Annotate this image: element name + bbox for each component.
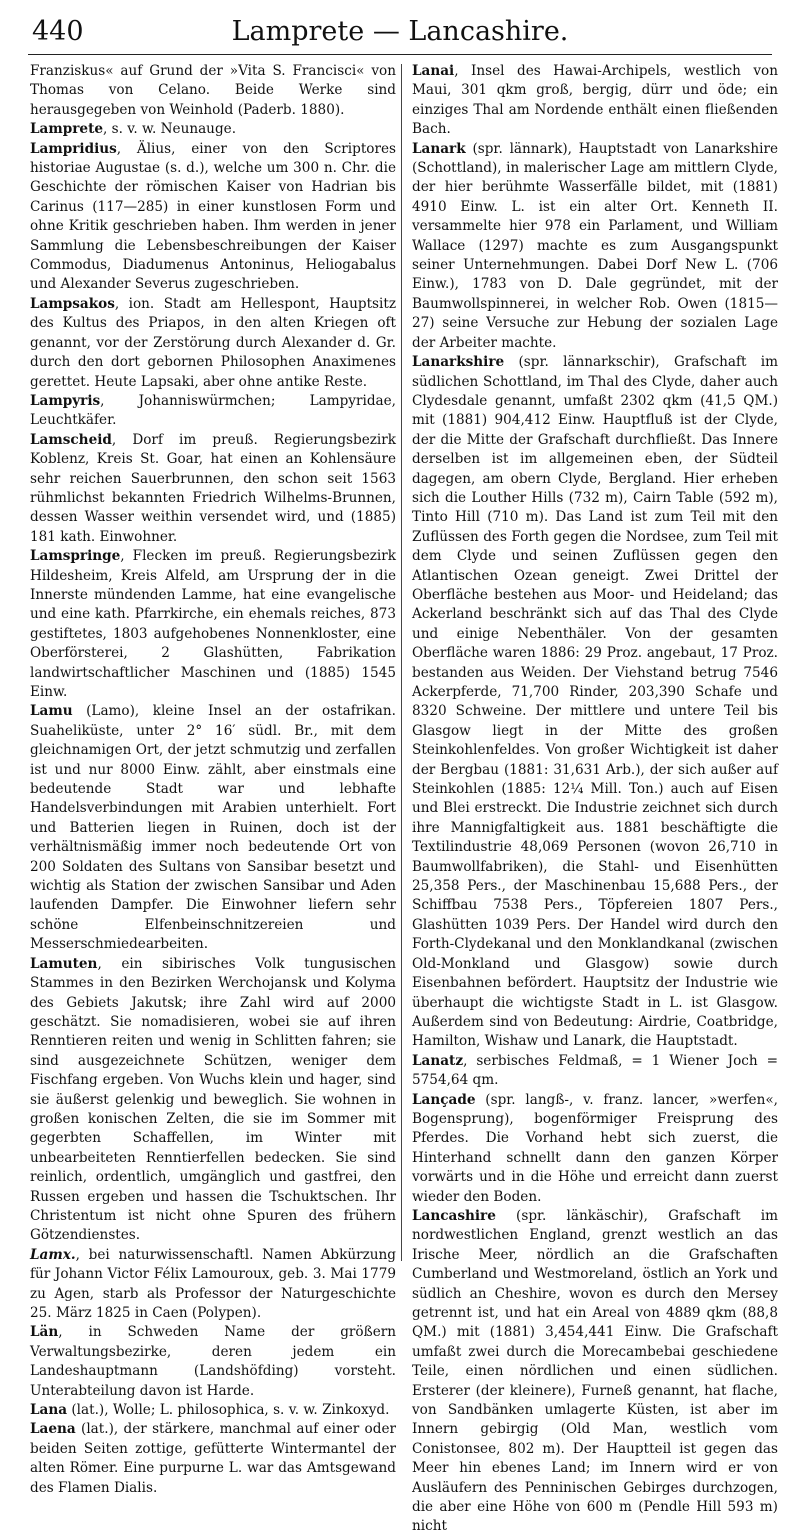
entry-headword: Län: [30, 1324, 59, 1341]
entry-text: , in Schweden Name der größern Verwaltungsbezirke, deren jedem ein Landeshauptmann (Landshöfding) vorsteht. Unterabteilung davon ist Harde.: [30, 1324, 396, 1399]
entry-text: (spr. langß-, v. franz. lancer, »werfen«, Bogensprung), bogenförmiger Freisprung des Pferdes. Die Vorhand hebt sich zuerst, die Hinterhand schnellt dann den ganzen Körper vorwärts und in die Höhe und erreicht dann zuerst wieder den Boden.: [412, 1091, 778, 1205]
entry-headword: Lançade: [412, 1091, 476, 1108]
entry-headword: Lanatz: [412, 1052, 464, 1069]
dictionary-entry: [412, 62, 778, 140]
entry-text: (spr. lännarkschir), Grafschaft im südlichen Schottland, im Thal des Clyde, daher auch Clydesdale genannt, umfaßt 2302 qkm (41,5 QM.) mit (1881) 904,412 Einw. Hauptfluß ist der Clyde, der die Mitte der Grafschaft durchfließt. Das Innere derselben ist im allgemeinen eben, der Südteil dagegen, am obern Clyde, Bergland. Hier erheben sich die Louther Hills (732 m), Cairn Table (592 m), Tinto Hill (710 m). Das Land ist zum Teil mit den Zuflüssen des Forth gegen die Nordsee, zum Teil mit dem Clyde und seinen Zuflüssen gegen den Atlantischen Ozean geneigt. Zwei Drittel der Oberfläche bestehen aus Moor- und Heideland; das Ackerland beschränkt sich auf das Thal des Clyde und einige Nebenthäler. Von der gesamten Oberfläche waren 1886: 29 Proz. angebaut, 17 Proz. bestanden aus Weiden. Der Viehstand betrug 7546 Ackerpferde, 71,700 Rinder, 203,390 Schafe und 8320 Schweine. Der mittlere und untere Teil bis Glasgow liegt in der Mitte des großen Steinkohlenfeldes. Von großer Wichtigkeit ist daher der Bergbau (1881: 31,631 Arb.), der sich außer auf Steinkohlen (1885: 12¼ Mill. Ton.) auch auf Eisen und Blei erstreckt. Die Industrie zeichnet sich durch ihre Mannigfaltigkeit aus. 1881 beschäftigte die Textilindustrie 48,069 Personen (wovon 26,710 in Baumwollfabriken), die Stahl- und Eisenhütten 25,358 Pers., der Maschinenbau 15,688 Pers., der Schiffbau 7538 Pers., Töpfereien 1807 Pers., Glashütten 1039 Pers. Der Handel wird durch den Forth-Clydekanal und den Monklandkanal (zwischen Old-Monkland und Glasgow) sowie durch Eisenbahnen befördert. Hauptsitz der Industrie wie überhaupt die wichtigste Stadt in L. ist Glasgow. Außerdem sind von Bedeutung: Airdrie, Coatbridge, Hamilton, Wishaw und Lanark, die Hauptstadt.: [412, 354, 778, 1050]
entry-text: (spr. lännark), Hauptstadt von Lanarkshire (Schottland), in malerischer Lage am mittlern Clyde, der hier berühmte Wasserfälle bildet, mit (1881) 4910 Einw. L. ist ein alter Ort. Kenneth II. versammelte hier 978 ein Parlament, und William Wallace (1297) machte es zum Ausgangspunkt seiner Unternehmungen. Dabei Dorf New L. (706 Einw.), 1783 von D. Dale gegründet, mit der Baumwollspinnerei, in welcher Rob. Owen (1815—27) seine Versuche zur Hebung der sozialen Lage der Arbeiter machte.: [412, 140, 778, 351]
entry-text: (lat.), der stärkere, manchmal auf einer oder beiden Seiten zottige, gefütterte Wintermantel der alten Römer. Eine purpurne L. war das Amtsgewand des Flamen Dialis.: [30, 1421, 396, 1496]
entry-text: (spr. länkäschir), Grafschaft im nordwestlichen England, grenzt westlich an das Irische Meer, nördlich an die Grafschaften Cumberland und Westmoreland, östlich an York und südlich an Cheshire, wovon es durch den Mersey getrennt ist, und hat ein Areal von 4889 qkm (88,8 QM.) mit (1881) 3,454,441 Einw. Die Grafschaft umfaßt zwei durch die Morecambebai geschiedene Teile, einen nördlichen und einen südlichen. Ersterer (der kleinere), Furneß genannt, hat flache, von Sandbänken umlagerte Küsten, ist aber im Innern gebirgig (Old Man, westlich vom Conistonsee, 802 m). Der Hauptteil ist gegen das Meer hin ebenes Land; im Innern wird er von Ausläufern des Penninischen Gebirges durchzogen, die aber eine Höhe von 600 m (Pendle Hill 593 m) nicht: [412, 1207, 778, 1535]
entry-headword: Lampyris: [30, 392, 101, 409]
entry-headword: Lamu: [30, 703, 73, 720]
entry-text: , Johanniswürmchen; Lampyridae, Leuchtkäfer.: [30, 392, 396, 429]
entry-text: , Insel des Hawai-Archipels, westlich von Maui, 301 qkm groß, bergig, dürr und öde; ein einziges Thal am Nordende enthält einen fließenden Bach.: [412, 63, 778, 138]
dictionary-entry: [30, 1420, 396, 1498]
entry-text: Franziskus« auf Grund der »Vita S. Francisci« von Thomas von Celano. Beide Werke sind herausgegeben von Weinhold (Paderb. 1880).: [30, 63, 396, 118]
entry-text: (Lamo), kleine Insel an der ostafrikan. Suaheliküste, unter 2° 16′ südl. Br., mit dem gleichnamigen Ort, der jetzt schmutzig und zerfallen ist und nur 8000 Einw. zählt, aber einstmals eine bedeutende Stadt war und lebhafte Handelsverbindungen mit Arabien unterhielt. Fort und Batterien liegen in Ruinen, doch ist der verhältnismäßig immer noch bedeutende Ort von 200 Soldaten des Sultans von Sansibar besetzt und wichtig als Station der zwischen Sansibar und Aden laufenden Dampfer. Die Einwohner liefern sehr schöne Elfenbeinschnitzereien und Messerschmiedearbeiten.: [30, 703, 396, 953]
dictionary-entry: [30, 295, 396, 392]
dictionary-entry: [30, 1401, 396, 1420]
dictionary-entry: [30, 702, 396, 954]
dictionary-entry: [30, 392, 396, 431]
left-column: [30, 62, 396, 1498]
entry-headword: Lanarkshire: [412, 354, 505, 371]
dictionary-entry: [30, 62, 396, 120]
right-column: [412, 62, 778, 1537]
dictionary-entry: [30, 547, 396, 702]
dictionary-entry: [412, 1091, 778, 1207]
entry-headword: Lamuten: [30, 955, 98, 972]
dictionary-entry: [30, 955, 396, 1246]
dictionary-entry: [412, 1052, 778, 1091]
dictionary-entry: [412, 353, 778, 1052]
entry-headword: Lamscheid: [30, 431, 112, 448]
entry-headword: Lamx.: [30, 1246, 76, 1263]
entry-headword: Laena: [30, 1421, 76, 1438]
column-divider: [401, 64, 402, 1261]
dictionary-entry: [30, 431, 396, 547]
entry-text: , Älius, einer von den Scriptores historiae Augustae (s. d.), welche um 300 n. Chr. die Geschichte der römischen Kaiser von Hadrian bis Carinus (117—285) in einer kunstlosen Form und ohne Kritik geschrieben haben. Ihm werden in jener Sammlung die Lebensbeschreibungen der Kaiser Commodus, Diadumenus Antoninus, Heliogabalus und Alexander Severus zugeschrieben.: [30, 140, 396, 293]
dictionary-entry: [30, 140, 396, 295]
entry-text: , bei naturwissenschaftl. Namen Abkürzung für Johann Victor Félix Lamouroux, geb. 3. Mai 1779 zu Agen, starb als Professor der Naturgeschichte 25. März 1825 in Caen (Polypen).: [30, 1246, 396, 1321]
entry-headword: Lanai: [412, 63, 455, 79]
entry-headword: Lancashire: [412, 1207, 496, 1224]
dictionary-entry: [30, 120, 396, 139]
entry-headword: Lamprete: [30, 121, 103, 138]
running-title: Lamprete — Lancashire.: [231, 16, 569, 47]
entry-text: , ion. Stadt am Hellespont, Hauptsitz des Kultus des Priapos, in den alten Kriegen oft genannt, vor der Zerstörung durch Alexander d. Gr. durch den dort gebornen Philosophen Anaximenes gerettet. Heute Lapsaki, aber ohne antike Reste.: [30, 295, 396, 390]
entry-text: , serbisches Feldmaß, = 1 Wiener Joch = 5754,64 qm.: [412, 1052, 778, 1089]
page-header: [28, 10, 772, 55]
entry-text: , s. v. w. Neunauge.: [103, 121, 237, 138]
entry-headword: Lamspringe: [30, 548, 121, 565]
entry-headword: Lana: [30, 1402, 68, 1419]
entry-text: , Flecken im preuß. Regierungsbezirk Hildesheim, Kreis Alfeld, am Ursprung der in die Innerste mündenden Lamme, hat eine evangelische und eine kath. Pfarrkirche, ein ehemals reiches, 873 gestiftetes, 1803 aufgehobenes Nonnenkloster, eine Oberförsterei, 2 Glashütten, Fabrikation landwirtschaftlicher Maschinen und (1885) 1545 Einw.: [30, 548, 396, 700]
dictionary-entry: [412, 1207, 778, 1537]
entry-headword: Lampsakos: [30, 295, 115, 312]
entry-headword: Lanark: [412, 140, 466, 157]
entry-text: , ein sibirisches Volk tungusischen Stammes in den Bezirken Werchojansk und Kolyma des Gebiets Jakutsk; ihre Zahl wird auf 2000 geschätzt. Sie nomadisieren, wobei sie auf ihren Renntieren reiten und wenig in Schlitten fahren; sie sind ausgezeichnete Schützen, weniger dem Fischfang ergeben. Von Wuchs klein und hager, sind sie äußerst gelenkig und beweglich. Sie wohnen in großen konischen Zelten, die sie im Sommer mit gegerbten Schaffellen, im Winter mit unbearbeiteten Renntierfellen bedecken. Sie sind reinlich, ordentlich, umgänglich und gastfrei, den Russen ergeben und hassen die Tschuktschen. Ihr Christentum ist nicht ohne Spuren des frühern Götzendienstes.: [30, 955, 396, 1244]
dictionary-entry: [412, 140, 778, 353]
entry-text: , Dorf im preuß. Regierungsbezirk Koblenz, Kreis St. Goar, hat einen an Kohlensäure sehr reichen Sauerbrunnen, den schon seit 1563 rühmlichst bekannten Friedrich Wilhelms-Brunnen, dessen Wasser weithin versendet wird, und (1885) 181 kath. Einwohner.: [30, 431, 396, 545]
entry-headword: Lampridius: [30, 140, 117, 157]
dictionary-entry: [30, 1323, 396, 1401]
dictionary-entry: [30, 1246, 396, 1324]
page-number: 440: [32, 16, 84, 47]
entry-text: (lat.), Wolle; L. philosophica, s. v. w. Zinkoxyd.: [67, 1402, 390, 1419]
